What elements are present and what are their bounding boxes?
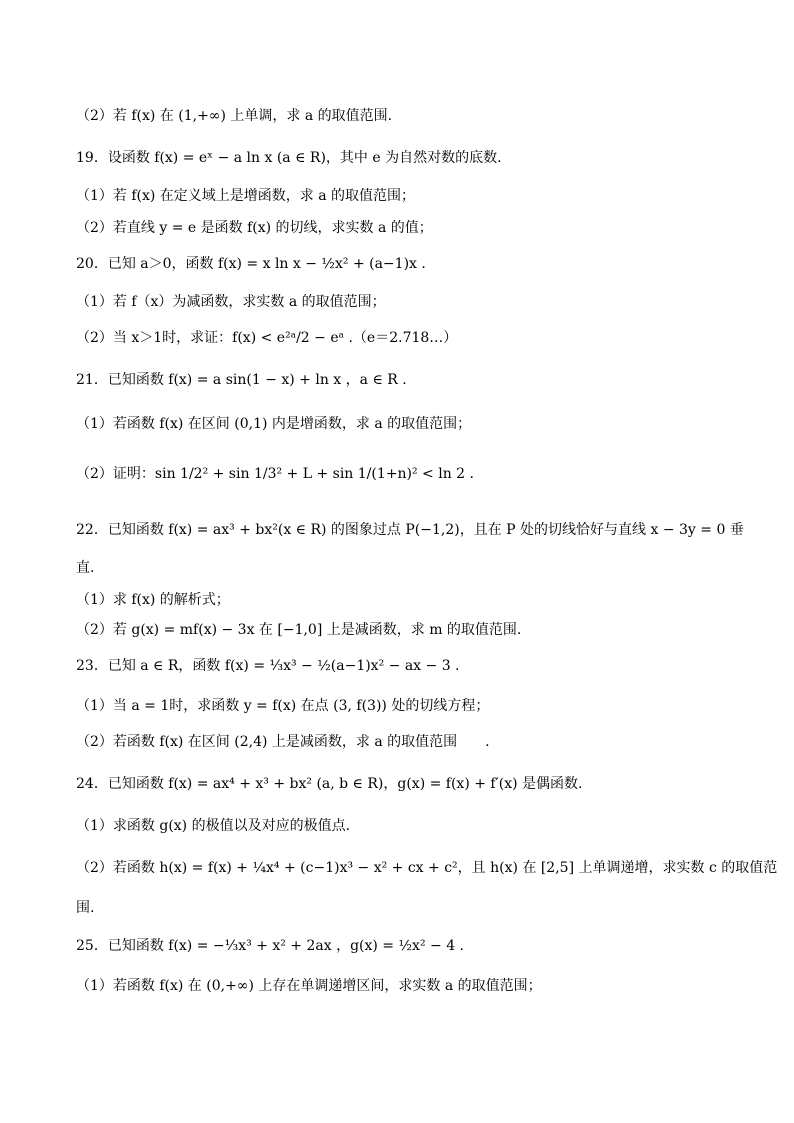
q24-stem: 24．已知函数 f(x) = ax⁴ + x³ + bx² (a, b ∈ R)，g(x) = f(x) + f′(x) 是偶函数.	[76, 776, 583, 792]
q21-part2: （2）证明：sin 1/2² + sin 1/3² + L + sin 1/(1+n)² < ln 2 .	[76, 466, 474, 482]
q20-part1: （1）若 f（x）为减函数，求实数 a 的取值范围；	[76, 294, 386, 310]
q20-part2: （2）当 x＞1时，求证：f(x) < e²ᵃ/2 − eᵃ .（e＝2.718…）	[76, 330, 458, 346]
q22-part1: （1）求 f(x) 的解析式；	[76, 592, 230, 608]
q21-part1: （1）若函数 f(x) 在区间 (0,1) 内是增函数，求 a 的取值范围；	[76, 416, 472, 432]
q25-stem: 25．已知函数 f(x) = −⅓x³ + x² + 2ax ，g(x) = ½x² − 4 .	[76, 938, 465, 954]
q22-stem: 22．已知函数 f(x) = ax³ + bx²(x ∈ R) 的图象过点 P(−1,2)，且在 P 处的切线恰好与直线 x − 3y = 0 垂	[76, 522, 744, 538]
q25-part1: （1）若函数 f(x) 在 (0,+∞) 上存在单调递增区间，求实数 a 的取值范围；	[76, 978, 542, 994]
q24-part1: （1）求函数 g(x) 的极值以及对应的极值点.	[76, 818, 351, 834]
q19-part1: （1）若 f(x) 在定义域上是增函数，求 a 的取值范围；	[76, 188, 416, 204]
q20-stem: 20．已知 a＞0，函数 f(x) = x ln x − ½x² + (a−1)x .	[76, 256, 426, 272]
q24-part2: （2）若函数 h(x) = f(x) + ¼x⁴ + (c−1)x³ − x² + cx + c²，且 h(x) 在 [2,5] 上单调递增，求实数 c 的取值范	[76, 860, 778, 876]
q23-stem: 23．已知 a ∈ R，函数 f(x) = ⅓x³ − ½(a−1)x² − ax − 3 .	[76, 658, 460, 674]
q19-part2: （2）若直线 y = e 是函数 f(x) 的切线，求实数 a 的值；	[76, 220, 433, 236]
q23-part1: （1）当 a = 1时，求函数 y = f(x) 在点 (3, f(3)) 处的切线方程；	[76, 698, 490, 714]
q24-part2-cont: 围.	[76, 900, 95, 916]
q18-part2: （2）若 f(x) 在 (1,+∞) 上单调，求 a 的取值范围.	[76, 108, 393, 124]
q19-stem: 19．设函数 f(x) = eˣ − a ln x (a ∈ R)，其中 e 为自然对数的底数.	[76, 150, 502, 166]
q23-part2: （2）若函数 f(x) 在区间 (2,4) 上是减函数，求 a 的取值范围 .	[76, 734, 490, 750]
q22-stem-cont: 直.	[76, 560, 95, 576]
q21-stem: 21．已知函数 f(x) = a sin(1 − x) + ln x ，a ∈ R .	[76, 372, 407, 388]
q22-part2: （2）若 g(x) = mf(x) − 3x 在 [−1,0] 上是减函数，求 m 的取值范围.	[76, 622, 522, 638]
